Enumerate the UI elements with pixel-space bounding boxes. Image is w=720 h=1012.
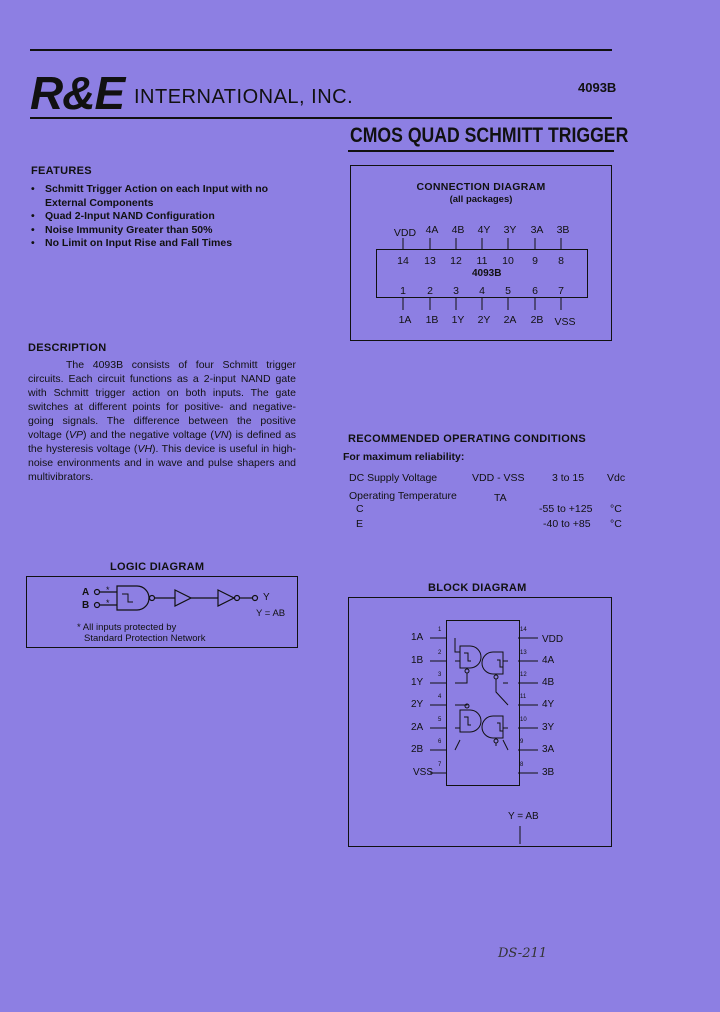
c-label: C xyxy=(356,503,364,515)
logic-input-b: B xyxy=(82,600,90,611)
block-left-number: 4 xyxy=(438,694,442,700)
pin-label: 1Y xyxy=(451,314,465,326)
pin-ticks xyxy=(0,0,720,340)
block-right-number: 9 xyxy=(520,739,524,745)
logic-star-a: * xyxy=(106,585,110,595)
block-right-number: 10 xyxy=(520,717,527,723)
pin-label: 3Y xyxy=(503,224,517,236)
block-left-number: 5 xyxy=(438,717,442,723)
pin-label: VSS xyxy=(554,316,576,328)
block-right-label: 4A xyxy=(542,655,555,666)
pin-number: 4 xyxy=(479,285,485,297)
temp-symbol: TA xyxy=(494,492,507,504)
conditions-heading: RECOMMENDED OPERATING CONDITIONS xyxy=(348,433,586,445)
pin-number: 9 xyxy=(532,255,538,267)
logic-diagram-heading: LOGIC DIAGRAM xyxy=(110,561,205,573)
block-right-number: 13 xyxy=(520,650,527,656)
logic-note-2: Standard Protection Network xyxy=(84,633,206,644)
block-right-number: 14 xyxy=(520,627,527,633)
pin-label: 1B xyxy=(425,314,439,326)
connection-diagram-title: CONNECTION DIAGRAM xyxy=(416,181,546,193)
pin-number: 1 xyxy=(400,285,406,297)
block-right-label: 3B xyxy=(542,767,555,778)
pin-label: 4B xyxy=(451,224,465,236)
page-title: CMOS QUAD SCHMITT TRIGGER xyxy=(350,124,629,147)
chip-label: 4093B xyxy=(472,268,502,279)
e-range: -40 to +85 xyxy=(543,518,591,530)
block-left-number: 7 xyxy=(438,762,442,768)
feature-item: • Noise Immunity Greater than 50% xyxy=(31,224,293,238)
block-left-number: 2 xyxy=(438,650,442,656)
pin-number: 10 xyxy=(502,255,514,267)
conditions-subheading: For maximum reliability: xyxy=(343,451,465,463)
block-left-number: 3 xyxy=(438,672,442,678)
block-right-number: 11 xyxy=(520,694,527,700)
pin-number: 3 xyxy=(453,285,459,297)
description-heading: DESCRIPTION xyxy=(28,342,107,354)
features-heading: FEATURES xyxy=(31,165,92,177)
description-text: The 4093B consists of four Schmitt trigger circuits. Each circuit functions as a 2-input NAND gate with Schmitt trigger action on both inputs. The gate switches at different points for positive- and negative-going signals. The difference between the positive voltage (VP) and the negative voltage (VN) is defined as the hysteresis voltage (VH). This device is useful in high-noise environments and in wave and pulse shapers and multivibrators. xyxy=(28,359,296,483)
logic-equation: Y = AB xyxy=(256,608,286,619)
pin-label: 3A xyxy=(530,224,544,236)
pin-label: 3B xyxy=(556,224,570,236)
pin-label: 2Y xyxy=(477,314,491,326)
block-left-label: 1Y xyxy=(411,677,424,688)
block-left-label: 1B xyxy=(411,655,424,666)
pin-number: 12 xyxy=(450,255,462,267)
company-logo: R&E xyxy=(30,67,125,119)
schmitt-nand-icon xyxy=(460,646,481,668)
block-right-label: VDD xyxy=(542,634,564,645)
block-left-number: 6 xyxy=(438,739,442,745)
pin-label: 2A xyxy=(503,314,517,326)
block-right-number: 12 xyxy=(520,672,527,678)
c-unit: °C xyxy=(610,503,622,515)
pin-label: 2B xyxy=(530,314,544,326)
logic-output-y: Y xyxy=(263,592,270,603)
pin-label: 1A xyxy=(398,314,412,326)
pin-number: 11 xyxy=(476,255,488,267)
feature-item: • Schmitt Trigger Action on each Input with no External Components xyxy=(31,183,293,210)
handwritten-code: DS-211 xyxy=(498,946,548,961)
logic-input-a: A xyxy=(82,587,90,598)
e-label: E xyxy=(356,518,364,530)
connection-diagram-subtitle: (all packages) xyxy=(449,194,513,205)
temp-label: Operating Temperature xyxy=(349,490,457,502)
pin-number: 6 xyxy=(532,285,538,297)
schmitt-nand-icon xyxy=(460,710,481,732)
block-diagram-heading: BLOCK DIAGRAM xyxy=(428,582,527,594)
block-right-label: 3A xyxy=(542,744,555,755)
block-left-label: 1A xyxy=(411,632,424,643)
block-equation: Y = AB xyxy=(508,811,539,822)
supply-label: DC Supply Voltage xyxy=(349,472,438,484)
pin-number: 14 xyxy=(397,255,409,267)
block-right-label: 4B xyxy=(542,677,555,688)
logic-note-1: * All inputs protected by xyxy=(77,622,177,633)
block-right-number: 8 xyxy=(520,762,524,768)
supply-unit: Vdc xyxy=(607,472,626,484)
e-unit: °C xyxy=(610,518,622,530)
c-range: -55 to +125 xyxy=(539,503,593,515)
logic-star-b: * xyxy=(106,598,110,608)
pin-number: 8 xyxy=(558,255,564,267)
block-left-label: 2B xyxy=(411,744,424,755)
pin-label: 4A xyxy=(425,224,439,236)
block-left-label: 2Y xyxy=(411,699,424,710)
part-number: 4093B xyxy=(578,80,617,95)
pin-number: 7 xyxy=(558,285,564,297)
pin-number: 2 xyxy=(427,285,433,297)
pin-label: 4Y xyxy=(477,224,491,236)
pin-number: 5 xyxy=(505,285,511,297)
block-diagram-wiring xyxy=(0,600,720,860)
supply-symbol: VDD - VSS xyxy=(472,472,525,484)
block-left-label: VSS xyxy=(413,767,434,778)
block-right-label: 3Y xyxy=(542,722,555,733)
company-name: INTERNATIONAL, INC. xyxy=(134,86,354,108)
block-left-number: 1 xyxy=(438,627,442,633)
pin-number: 13 xyxy=(424,255,436,267)
pin-label: VDD xyxy=(393,227,417,239)
block-left-label: 2A xyxy=(411,722,424,733)
feature-item: • No Limit on Input Rise and Fall Times xyxy=(31,237,293,251)
feature-item: • Quad 2-Input NAND Configuration xyxy=(31,210,293,224)
supply-range: 3 to 15 xyxy=(552,472,585,484)
block-right-label: 4Y xyxy=(542,699,555,710)
